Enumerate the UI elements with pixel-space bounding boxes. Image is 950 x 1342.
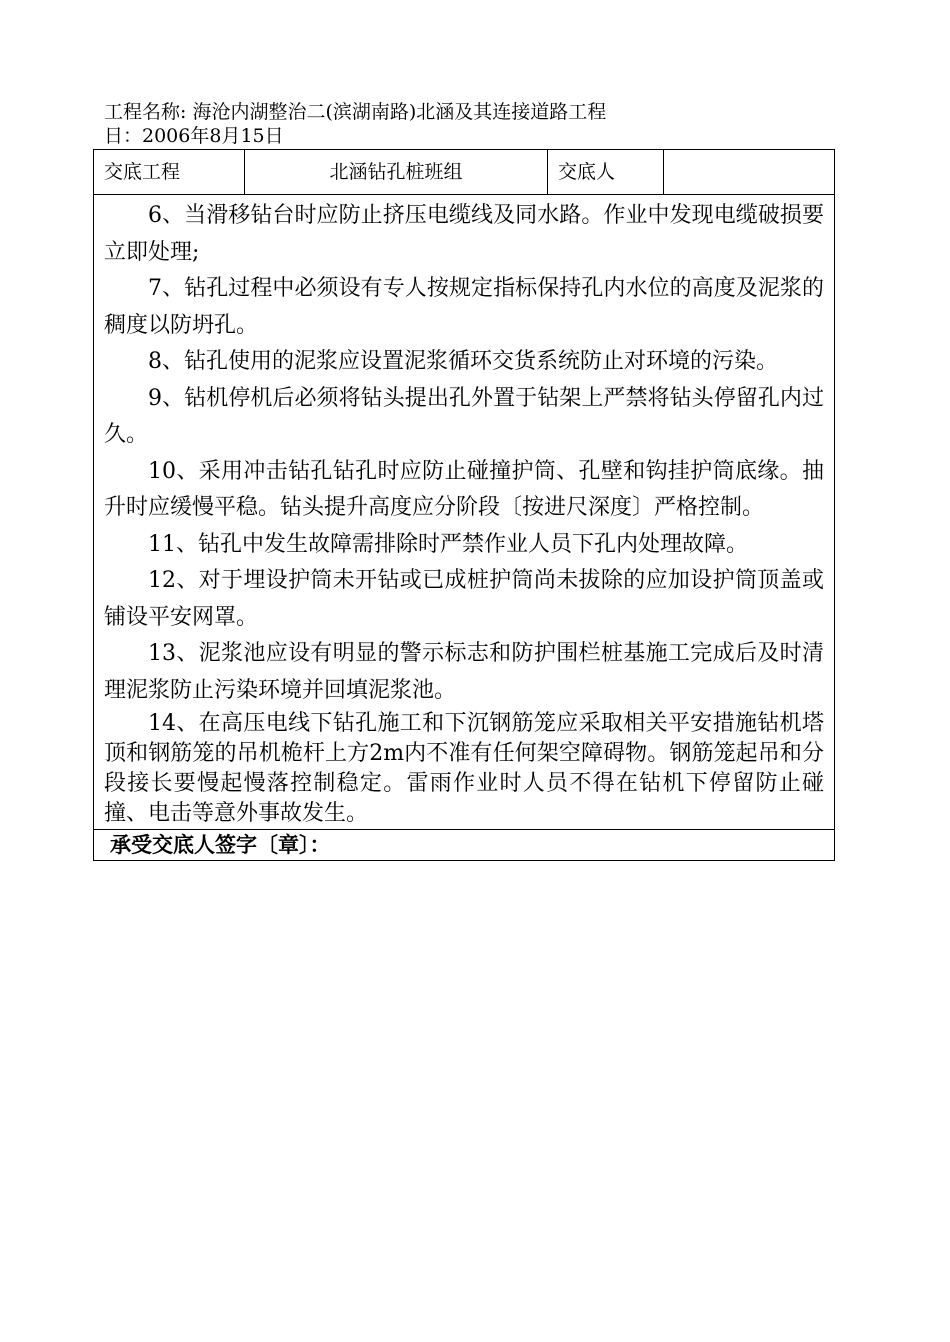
- content-row: [94, 195, 835, 830]
- content-item-11: 11、钻孔中发生故障需排除时严禁作业人员下孔内处理故障。: [148, 531, 748, 557]
- label-project-cell: 交底工程: [94, 150, 245, 195]
- content-item-12: 12、对于埋设护筒未开钻或已成桩护筒尚未拔除的应加设护筒顶盖或铺设平安网罩。: [104, 568, 824, 630]
- signature-label: 承受交底人签字〔章〕：: [94, 830, 835, 861]
- signature-row: [94, 830, 835, 861]
- disclosure-table: [93, 149, 835, 861]
- content-item-6: 6、当滑移钻台时应防止挤压电缆线及同水路。作业中发现电缆破损要立即处理;: [104, 203, 824, 265]
- label-person-cell: 交底人: [548, 150, 664, 195]
- date-line: 日：2006年8月15日: [104, 125, 284, 147]
- content-item-14: 14、在高压电线下钻孔施工和下沉钢筋笼应采取相关平安措施钻机塔顶和钢筋笼的吊机桅杆上方2m内不准有任何架空障碍物。钢筋笼起吊和分段接长要慢起慢落控制稳定。雷雨作业时人员不得在钻机下停留防止碰撞、电击等意外事故发生。: [104, 711, 824, 826]
- project-name-line: 工程名称: 海沧内湖整治二(滨湖南路)北涵及其连接道路工程: [104, 101, 607, 123]
- content-item-10: 10、采用冲击钻孔钻孔时应防止碰撞护筒、孔壁和钩挂护筒底缘。抽升时应缓慢平稳。钻头提升高度应分阶段〔按进尺深度〕严格控制。: [104, 458, 824, 520]
- content-item-7: 7、钻孔过程中必须设有专人按规定指标保持孔内水位的高度及泥浆的稠度以防坍孔。: [104, 276, 824, 338]
- value-project-cell: 北涵钻孔桩班组: [245, 150, 548, 195]
- content-cell: [94, 195, 835, 830]
- content-item-13: 13、泥浆池应设有明显的警示标志和防护围栏桩基施工完成后及时清理泥浆防止污染环境并回填泥浆池。: [104, 641, 824, 703]
- value-person-cell: [664, 150, 835, 195]
- content-item-8: 8、钻孔使用的泥浆应设置泥浆循环交货系统防止对环境的污染。: [148, 349, 778, 374]
- content-item-9: 9、钻机停机后必须将钻头提出孔外置于钻架上严禁将钻头停留孔内过久。: [104, 385, 824, 447]
- table-header-row: [94, 150, 835, 195]
